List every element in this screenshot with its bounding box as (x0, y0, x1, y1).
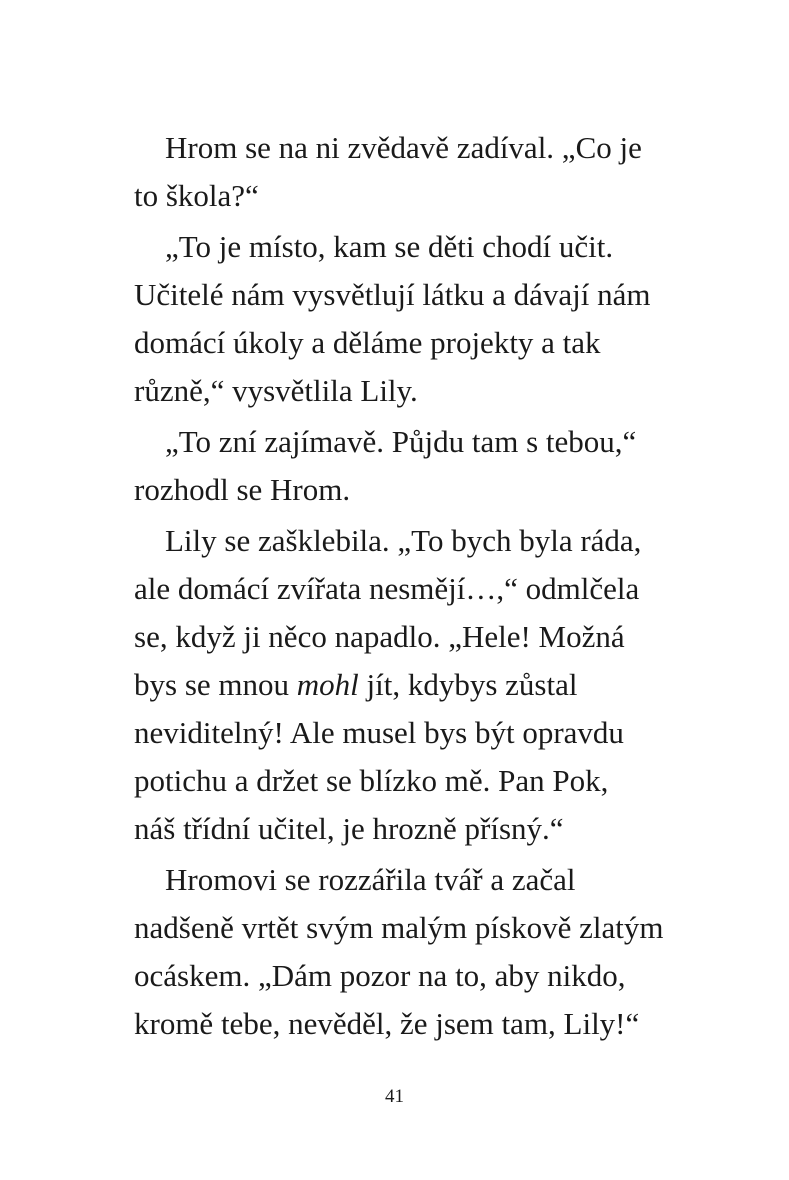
text-segment: bys se mnou (134, 667, 289, 702)
text-line: „To zní zajímavě. Půjdu tam s tebou,“ (165, 424, 637, 459)
text-line: různě,“ vysvětlila Lily. (134, 373, 418, 408)
text-line: neviditelný! Ale musel bys být opravdu (134, 715, 624, 750)
text-line: rozhodl se Hrom. (134, 472, 351, 507)
text-segment: jít, kdybys zůstal (366, 667, 578, 702)
page-number: 41 (385, 1086, 404, 1107)
text-line (134, 661, 694, 709)
text-line: nadšeně vrtět svým malým pískově zlatým (134, 910, 664, 945)
text-line: ale domácí zvířata nesmějí…,“ odmlčela (134, 571, 640, 606)
text-line: náš třídní učitel, je hrozně přísný.“ (134, 811, 564, 846)
text-line: ocáskem. „Dám pozor na to, aby nikdo, (134, 958, 626, 993)
italic-word: mohl (296, 667, 359, 702)
text-line: Učitelé nám vysvětlují látku a dávají nám (134, 277, 651, 312)
text-line: potichu a držet se blízko mě. Pan Pok, (134, 763, 609, 798)
text-line: domácí úkoly a děláme projekty a tak (134, 325, 601, 360)
text-line: „To je místo, kam se děti chodí učit. (165, 229, 614, 264)
text-line: Hrom se na ni zvědavě zadíval. „Co je (165, 130, 642, 165)
text-line: kromě tebe, nevěděl, že jsem tam, Lily!“ (134, 1006, 640, 1041)
text-line: to škola?“ (134, 178, 259, 213)
text-line: Lily se zašklebila. „To bych byla ráda, (165, 523, 642, 558)
text-line: se, když ji něco napadlo. „Hele! Možná (134, 619, 625, 654)
text-line: Hromovi se rozzářila tvář a začal (165, 862, 576, 897)
body-text (134, 124, 694, 1048)
